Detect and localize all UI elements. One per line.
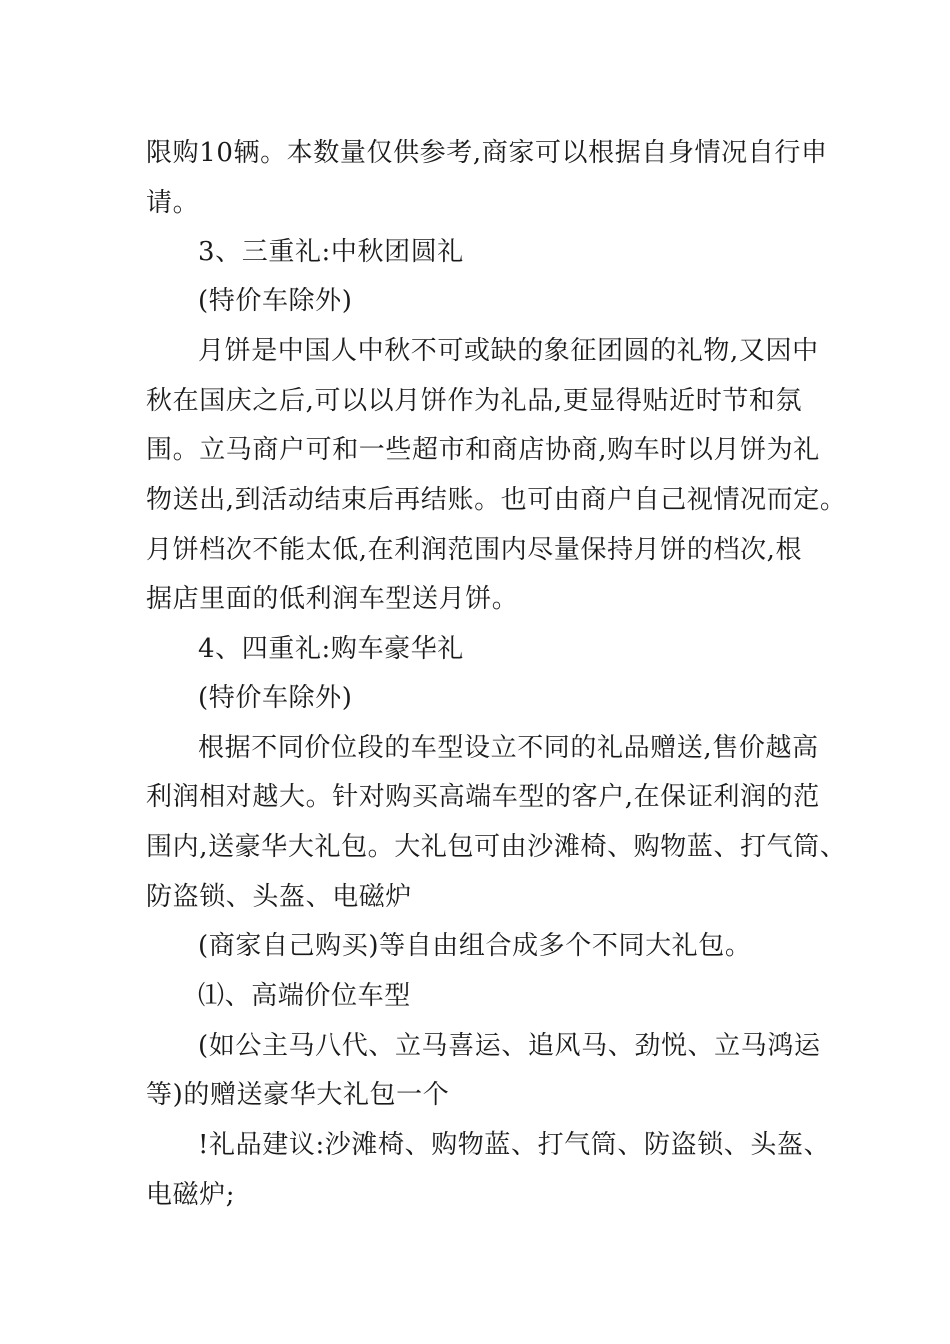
paragraph-line: 电磁炉; — [146, 1180, 236, 1210]
paragraph-line: 限购10辆。本数量仅供参考,商家可以根据自身情况自行申 — [146, 138, 828, 168]
section-heading: 3、三重礼:中秋团圆礼 — [198, 237, 464, 267]
paragraph-line: 围。立马商户可和一些超市和商店协商,购车时以月饼为礼 — [146, 435, 820, 465]
subsection-heading: ⑴、高端价位车型 — [198, 981, 411, 1011]
paragraph-line: 月饼是中国人中秋不可或缺的象征团圆的礼物,又因中 — [198, 336, 819, 366]
paragraph-line: (商家自己购买)等自由组合成多个不同大礼包。 — [198, 931, 752, 961]
paragraph-line: 等)的赠送豪华大礼包一个 — [146, 1080, 450, 1110]
section-heading: 4、四重礼:购车豪华礼 — [198, 634, 464, 664]
paragraph-line: 利润相对越大。针对购买高端车型的客户,在保证利润的范 — [146, 782, 820, 812]
paragraph-line: 据店里面的低利润车型送月饼。 — [146, 584, 519, 614]
paragraph-line: 物送出,到活动结束后再结账。也可由商户自己视情况而定。 — [146, 485, 847, 515]
paragraph-line: !礼品建议:沙滩椅、购物蓝、打气筒、防盗锁、头盔、 — [198, 1130, 831, 1160]
paragraph-line: 秋在国庆之后,可以以月饼作为礼品,更显得贴近时节和氛 — [146, 386, 803, 416]
section-note: (特价车除外) — [198, 683, 353, 713]
paragraph-line: 围内,送豪华大礼包。大礼包可由沙滩椅、购物蓝、打气筒、 — [146, 832, 847, 862]
paragraph-line: 请。 — [146, 188, 200, 218]
paragraph-line: 根据不同价位段的车型设立不同的礼品赠送,售价越高 — [198, 733, 819, 763]
paragraph-line: 月饼档次不能太低,在利润范围内尽量保持月饼的档次,根 — [146, 535, 803, 565]
paragraph-line: (如公主马八代、立马喜运、追风马、劲悦、立马鸿运 — [198, 1031, 821, 1061]
paragraph-line: 防盗锁、头盔、电磁炉 — [146, 882, 413, 912]
section-note: (特价车除外) — [198, 286, 353, 316]
